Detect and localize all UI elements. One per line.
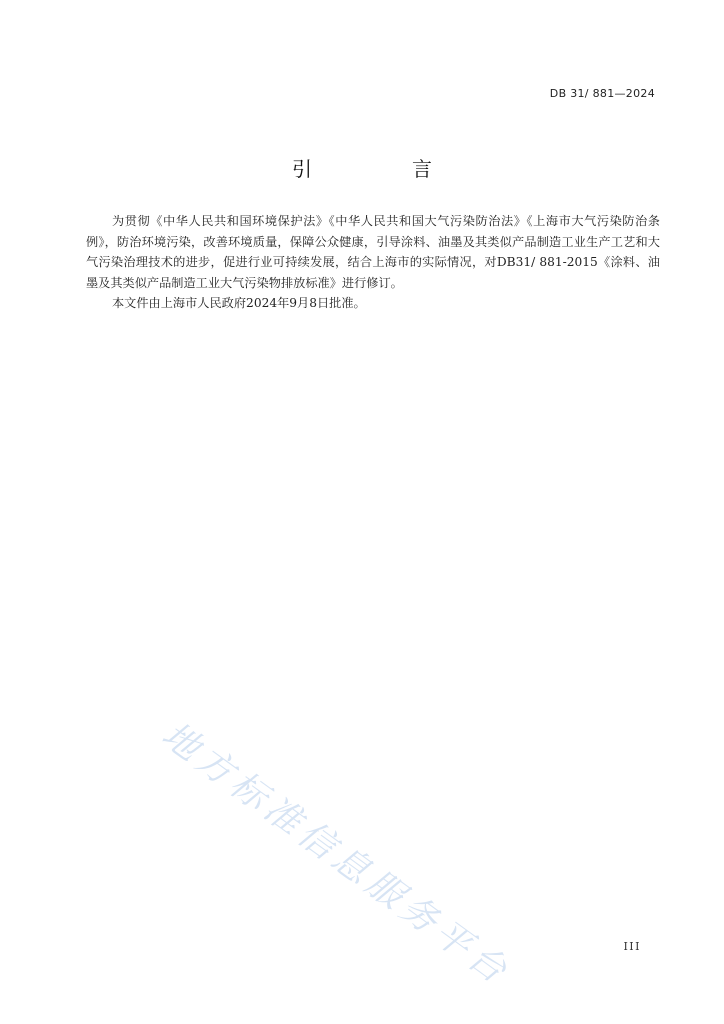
- body-text: [86, 211, 660, 314]
- page-number: III: [623, 940, 641, 953]
- paragraph-approval: 本文件由上海市人民政府2024年9月8日批准。: [112, 296, 366, 311]
- section-title: 引 言: [292, 157, 472, 181]
- standard-code: DB 31/ 881—2024: [549, 87, 655, 100]
- paragraph-purpose: 为贯彻《中华人民共和国环境保护法》《中华人民共和国大气污染防治法》《上海市大气污染防治条例》，防治环境污染，改善环境质量，保障公众健康，引导涂料、油墨及其类似产品制造工业生产工艺和大气污染治理技术的进步，促进行业可持续发展，结合上海市的实际情况，对DB31/ 881-2015《涂料、油墨及其类似产品制造工业大气污染物排放标准》进行修订。: [86, 214, 660, 290]
- watermark: 地方标准信息服务平台: [154, 714, 519, 995]
